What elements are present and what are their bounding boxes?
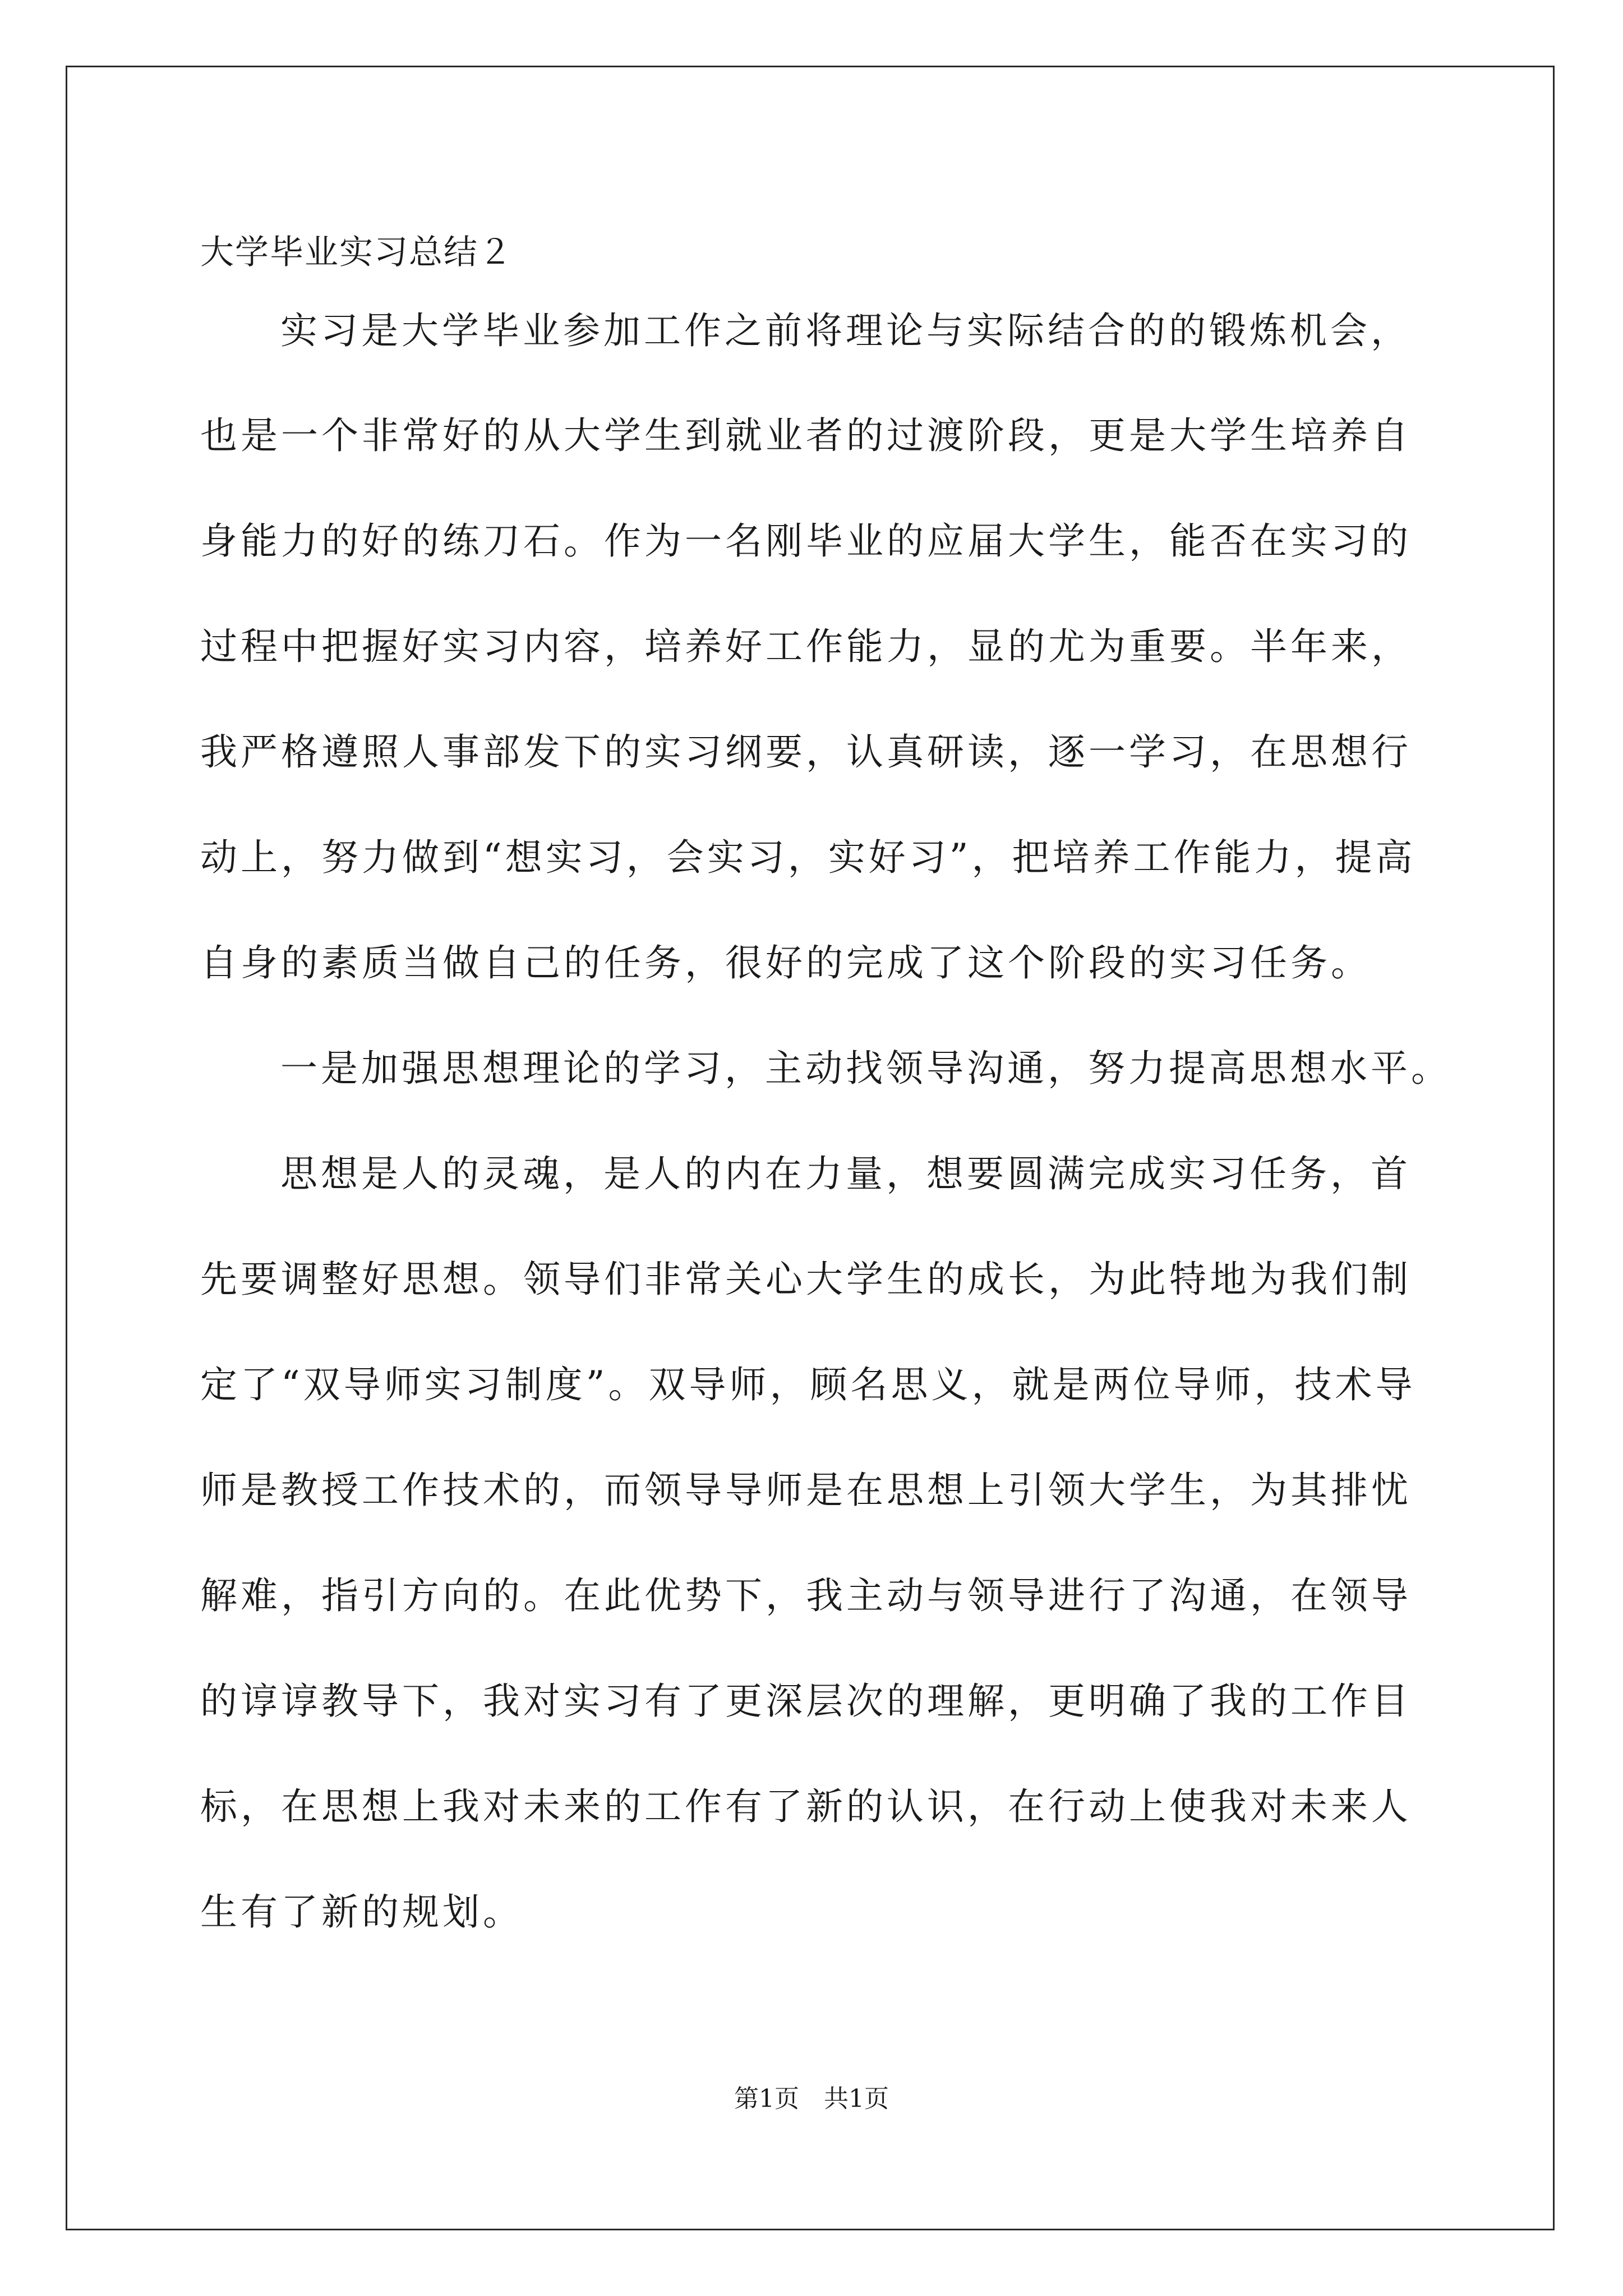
paragraph-3-line-6: 的谆谆教导下，我对实习有了更深层次的理解，更明确了我的工作目 — [200, 1680, 1412, 1723]
paragraph-1-line-6: 动上，努力做到“想实习，会实习，实好习”，把培养工作能力，提高 — [200, 836, 1416, 879]
paragraph-1-line-1: 实习是大学毕业参加工作之前将理论与实际结合的的锻炼机会， — [280, 309, 1411, 352]
paragraph-3-line-4: 师是教授工作技术的，而领导导师是在思想上引领大学生，为其排忧 — [200, 1469, 1412, 1512]
paragraph-3-line-5: 解难，指引方向的。在此优势下，我主动与领导进行了沟通，在领导 — [200, 1574, 1412, 1617]
paragraph-3-line-2: 先要调整好思想。领导们非常关心大学生的成长，为此特地为我们制 — [200, 1258, 1412, 1301]
paragraph-1-line-5: 我严格遵照人事部发下的实习纲要，认真研读，逐一学习，在思想行 — [200, 730, 1412, 774]
document-title: 大学毕业实习总结２ — [200, 233, 513, 272]
paragraph-2-heading: 一是加强思想理论的学习，主动找领导沟通，努力提高思想水平。 — [280, 1047, 1451, 1090]
page-footer: 第1页 共1页 — [734, 2085, 889, 2113]
paragraph-3-line-8: 生有了新的规划。 — [200, 1890, 523, 1934]
paragraph-1-line-7: 自身的素质当做自己的任务，很好的完成了这个阶段的实习任务。 — [200, 941, 1371, 984]
paragraph-3-line-1: 思想是人的灵魂，是人的内在力量，想要圆满完成实习任务，首 — [280, 1152, 1411, 1195]
paragraph-3-line-7: 标，在思想上我对未来的工作有了新的认识，在行动上使我对未来人 — [200, 1785, 1412, 1828]
paragraph-3-line-3: 定了“双导师实习制度”。双导师，顾名思义，就是两位导师，技术导 — [200, 1363, 1416, 1406]
paragraph-1-line-4: 过程中把握好实习内容，培养好工作能力，显的尤为重要。半年来， — [200, 625, 1412, 668]
paragraph-1-line-3: 身能力的好的练刀石。作为一名刚毕业的应届大学生，能否在实习的 — [200, 519, 1412, 563]
paragraph-1-line-2: 也是一个非常好的从大学生到就业者的过渡阶段，更是大学生培养自 — [200, 414, 1412, 457]
